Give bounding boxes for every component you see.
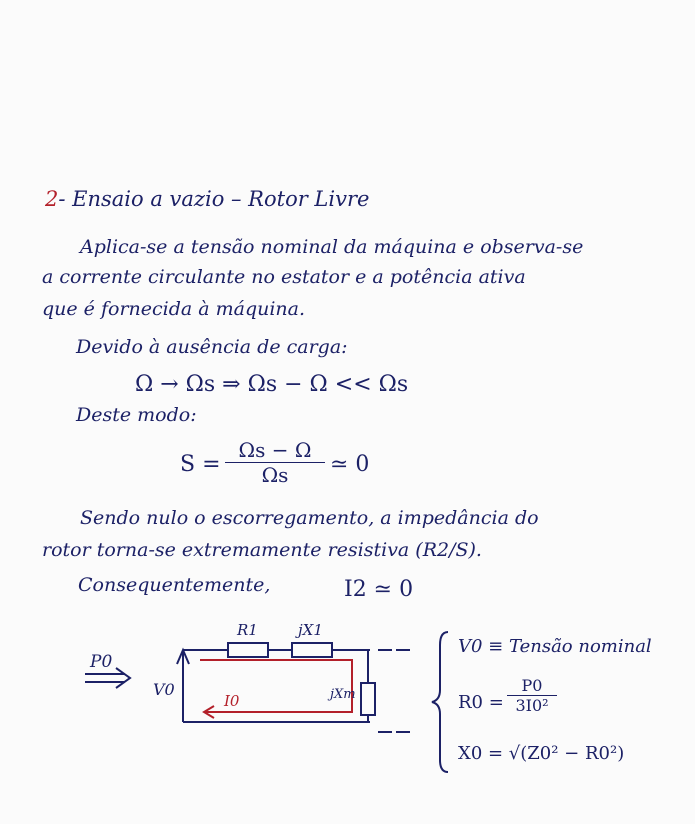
slip-numerator: Ωs − Ω: [238, 438, 312, 462]
section-number: 2: [45, 187, 59, 211]
r0-fraction: [507, 676, 557, 715]
jx1-reactance: [292, 643, 332, 657]
x0-definition: X0 = √(Z0² − R0²): [458, 743, 625, 764]
r0-numerator: P0: [521, 676, 543, 695]
speed-relation: Ω → Ωs ⇒ Ωs − Ω << Ωs: [135, 372, 409, 397]
r0-lhs: R0 =: [458, 692, 504, 713]
paragraph1-line3: que é fornecida à máquina.: [42, 298, 306, 320]
slip-lhs: S =: [180, 452, 221, 477]
slip-denominator: Ωs: [261, 463, 289, 487]
v0-definition: V0 ≡ Tensão nominal: [458, 636, 652, 657]
r1-label: R1: [237, 621, 258, 639]
i2-relation: I2 ≃ 0: [344, 577, 414, 602]
current-loop: [200, 660, 352, 712]
section-title: - Ensaio a vazio – Rotor Livre: [58, 187, 370, 211]
jxm-reactance: [361, 683, 375, 715]
deste-modo-text: Deste modo:: [76, 404, 197, 426]
p0-label: P0: [90, 652, 113, 672]
r1-resistor: [228, 643, 268, 657]
paragraph2-line1: Sendo nulo o escorregamento, a impedância do: [80, 507, 539, 529]
v0-label: V0: [153, 680, 175, 699]
i0-label: I0: [224, 692, 240, 710]
due-to-text: Devido à ausência de carga:: [76, 336, 348, 358]
paragraph1-line2: a corrente circulante no estator e a potência ativa: [42, 266, 526, 288]
paragraph1-line1: Aplica-se a tensão nominal da máquina e observa-se: [80, 236, 584, 258]
jx1-label: jX1: [298, 621, 323, 639]
paragraph2-line2: rotor torna-se extremamente resistiva (R2/S).: [42, 539, 482, 561]
consequently-text: Consequentemente,: [78, 574, 271, 596]
slip-rhs: ≃ 0: [330, 452, 370, 477]
jxm-label: jXm: [330, 687, 356, 702]
r0-denominator: 3I0²: [515, 696, 549, 715]
definitions-brace: [432, 632, 448, 772]
